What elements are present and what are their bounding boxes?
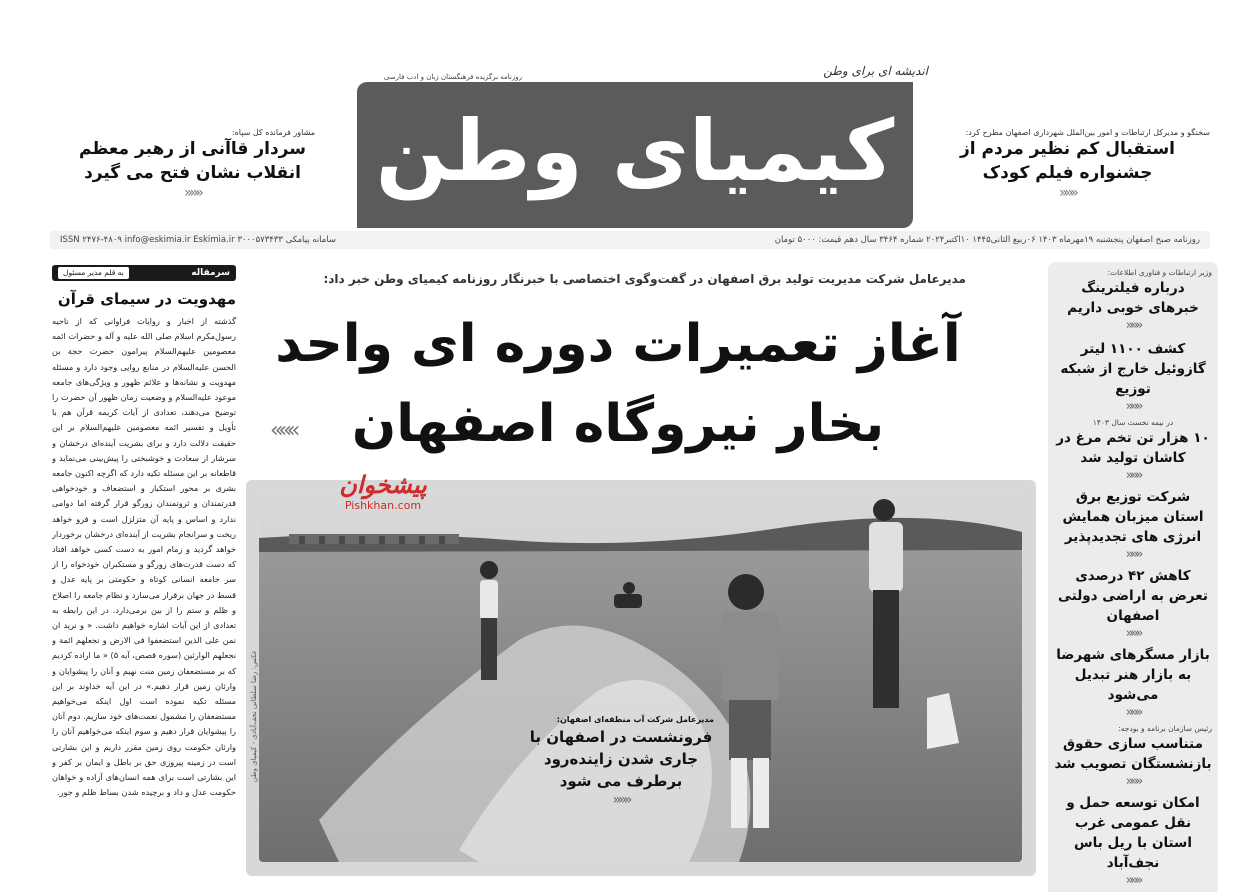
sidebar-story-kicker: وزیر ارتباطات و فناوری اطلاعات: <box>1107 268 1212 277</box>
column-header <box>52 265 236 281</box>
sidebar-story-title: درباره فیلترینگ خبرهای خوبی داریم <box>1067 280 1199 316</box>
header-right-story[interactable] <box>925 128 1210 201</box>
watermark-logo: پیشخوان <box>339 470 427 499</box>
sidebar-story[interactable] <box>1048 333 1218 414</box>
more-arrows-icon[interactable]: ««« <box>1059 185 1076 201</box>
sidebar-story-kicker: در نیمه نخست سال ۱۴۰۳ <box>1092 418 1174 427</box>
more-arrows-icon[interactable]: ««« <box>1125 547 1141 562</box>
header-left-title: سردار قاآنی از رهبر معظم انقلاب نشان فتح می گیرد <box>79 139 306 183</box>
more-arrows-icon[interactable]: ««« <box>1125 626 1141 641</box>
sub-story[interactable] <box>528 714 714 808</box>
sidebar-story-title: بازار مسگرهای شهرضا به بازار هنر تبدیل می‌شود <box>1056 647 1210 703</box>
sidebar-story[interactable] <box>1048 789 1218 888</box>
slogan: اندیشه ای برای وطن <box>823 64 928 78</box>
column-body: گذشته از اخبار و روایات فراوانی که از ناحیه رسول‌مکرم اسلام صلی الله علیه و آله و حضرات ائمه معصومین علیهم‌السلام پیرامون حضرت حجة بن الحسن علیه‌السلام در منابع روایی وجود دارد و مسئله مهدویت و نشانه‌ها و علائم ظهور و ویژگی‌های جامعه موعود علیه‌السلام و وضعیت زمان ظهور آن حضرت را توضیح می‌دهند، تعدادی از آیات کریمه قرآن هم با تأویل و تفسیر ائمه معصومین علیهم‌السلام بر این حقیقت دلالت دارد و برای بشریت آینده‌ای درخشان و سرشار از سعادت و خوشبختی را پیش‌بینی می‌نماید و قاطعانه بر این مسئله تکیه دارد که اگرچه اکنون جامعه بشری بر محور استکبار و استضعاف و خودخواهی قدرتمندان و ثروتمندان زورگو قرار گرفته اما دوامی ندارد و اساس و پایه آن متزلزل است و فرو خواهد ریخت و سرانجام بشریت از آینده‌ای درخشان برخوردار خواهد گردید و زمام امور به دست کسی خواهد افتاد که دست قدرت‌های زورگو و مستکبران خودخواه را از سر جامعه انسانی کوتاه و حکومتی بر پایه عدل و قسط در جهان برقرار می‌سازد و نظام جامعه را اصلاح و ظلم و ستم را از بین برمی‌دارد. در این رابطه به تعدادی از این آیات اشاره خواهیم داشت. « و نرید ان نمن علی الذین استضعفوا فی الارض و نجعلهم ائمة و نجعلهم الوارثین (سوره قصص، آیه ۵) « ما اراده کردیم که بر مستضعفان زمین منت نهیم و آنان را پیشوایان و وارثان زمین قرار دهیم.» در این آیه خداوند بر این مسئله تکیه نموده است اول اینکه می‌خواهیم مستضعفان را مشمول نعمت‌های خود سازیم. دوم آنان را پیشوایان قرار دهیم و سوم اینکه می‌خواهیم آنان را وارثان حکومت روی زمین مقرر داریم و این بشارتی است در زمینه پیروزی حق بر باطل و ایمان بر کفر و این بشارتی است برای همه انسان‌های آزاده و خواهان حکومت عدل و داد و برچیده شدن بساط ظلم و جور. <box>52 316 236 798</box>
more-arrows-icon[interactable]: ««« <box>1125 399 1141 414</box>
contact-info: ISSN ۲۴۷۶-۴۸۰۹ info@eskimia.ir Eskimia.ir سامانه پیامکی ۳۰۰۰۵۷۳۴۳۳ <box>60 235 337 245</box>
more-arrows-icon[interactable]: ««« <box>184 185 201 201</box>
news-sidebar <box>1048 262 1218 892</box>
sidebar-story[interactable] <box>1048 262 1218 333</box>
issue-info: روزنامه صبح اصفهان پنجشنبه ۱۹مهرماه ۱۴۰۳ ۰۶ربیع الثانی۱۴۴۵ ۱۰اکتبر۲۰۲۴ شماره ۳۴۶۴ سال دهم قیمت: ۵۰۰۰ تومان <box>774 235 1200 245</box>
column-label: سرمقاله <box>191 268 230 278</box>
info-bar <box>50 231 1210 249</box>
column-title[interactable]: مهدویت در سیمای قرآن <box>57 290 236 308</box>
header-right-kicker: سخنگو و مدیرکل ارتباطات و امور بین‌الملل شهرداری اصفهان مطرح کرد: <box>965 128 1210 137</box>
watermark <box>318 470 448 512</box>
sub-story-kicker: مدیرعامل شرکت آب منطقه‌ای اصفهان: <box>556 715 714 724</box>
more-arrows-icon[interactable]: ««« <box>1125 774 1141 789</box>
main-headline[interactable]: آغاز تعمیرات دوره ای واحد بخار نیروگاه اصفهان <box>275 314 961 454</box>
more-arrows-icon[interactable]: ««« <box>1125 468 1141 483</box>
sidebar-story-kicker: رئیس سازمان برنامه و بودجه: <box>1118 724 1212 733</box>
sidebar-story-title: متناسب سازی حقوق بازنشستگان تصویب شد <box>1054 736 1212 772</box>
more-arrows-icon[interactable]: ««« <box>612 792 630 808</box>
sidebar-story-title: شرکت توزیع برق استان میزبان همایش انرژی های تجدیدپذیر <box>1062 489 1204 545</box>
tagline: روزنامه برگزیده فرهنگستان زبان و ادب فارسی <box>383 73 522 81</box>
masthead-logo[interactable] <box>357 82 913 228</box>
sidebar-story-title: ۱۰ هزار تن تخم مرغ در کاشان تولید شد <box>1056 430 1210 466</box>
more-arrows-icon[interactable]: ««« <box>1125 705 1141 720</box>
more-arrows-icon[interactable]: ««« <box>1125 873 1141 888</box>
sidebar-story[interactable] <box>1048 562 1218 641</box>
sidebar-story-title: کاهش ۴۲ درصدی تعرض به اراضی دولتی اصفهان <box>1058 568 1208 624</box>
sidebar-story[interactable] <box>1048 483 1218 562</box>
header-left-story[interactable] <box>70 128 315 201</box>
header-right-title: استقبال کم نظیر مردم از جشنواره فیلم کودک <box>959 139 1176 183</box>
sidebar-story[interactable] <box>1048 720 1218 789</box>
more-arrows-icon[interactable]: ««« <box>270 418 296 443</box>
logo-text: کیمیای وطن <box>375 102 895 200</box>
sidebar-story-title: امکان توسعه حمل و نقل عمومی غرب استان با ریل باس نجف‌آباد <box>1066 795 1200 871</box>
header-left-kicker: مشاور فرمانده کل سپاه: <box>231 128 315 137</box>
more-arrows-icon[interactable]: ««« <box>1125 318 1141 333</box>
column-author: به قلم مدیر مسئول <box>58 267 129 279</box>
sidebar-story-title: کشف ۱۱۰۰ لیتر گازوئیل خارج از شبکه توزیع <box>1060 341 1206 397</box>
sidebar-story[interactable] <box>1048 414 1218 483</box>
sidebar-story[interactable] <box>1048 641 1218 720</box>
photo-caption: عکس: رضا سلطانی نجف‌آبادی - کیمیای وطن <box>250 650 258 783</box>
sub-story-title: فرونشست در اصفهان با جاری شدن زاینده‌رود برطرف می شود <box>529 728 713 790</box>
watermark-site: Pishkhan.com <box>344 499 422 512</box>
main-kicker: مدیرعامل شرکت مدیریت تولید برق اصفهان در گفت‌وگوی اختصاصی با خبرنگار روزنامه کیمیای وطن خبر داد: <box>323 272 966 286</box>
